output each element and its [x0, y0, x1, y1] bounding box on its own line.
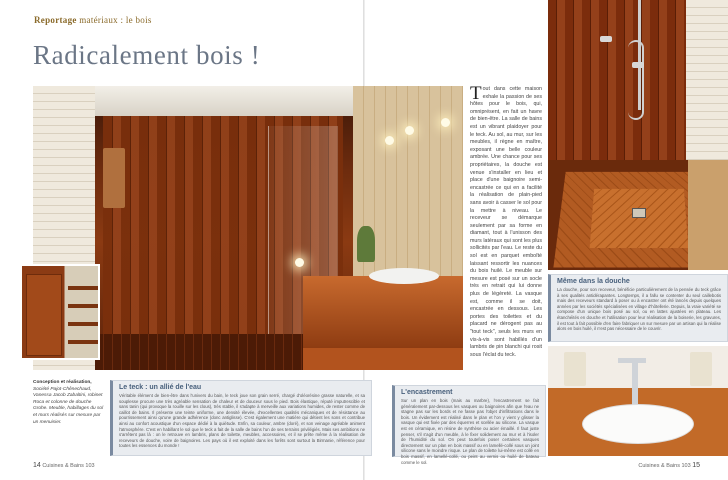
photo-shelf [68, 286, 98, 290]
kicker-rest: matériaux : le bois [76, 15, 152, 25]
article-body [470, 83, 542, 366]
photo-counter [303, 348, 463, 370]
sink-photo [548, 346, 728, 456]
footer-left-text: Cuisines & Bains 103 [42, 463, 95, 469]
photo-cup [564, 352, 586, 386]
page-number-left: 14 [33, 462, 41, 469]
photo-shelf [68, 322, 98, 326]
shower-photo [548, 0, 728, 160]
article-text: out dans cette maison exhale la passion de ses hôtes pour le bois, qui, omniprésent, en fait un havre de bien-être. La salle de bains est un vibrant plaidoyer pour le teck. Au sol, au mur, sur les meubles, il règne en maître, exposant une belle couleur ambrée. Une chance pour ses propriétaires, la douche est venue s'installer en lieu et place d'une baignoire semi-encastrée ce qui en a facilité la réalisation de plain-pied sans avoir à casser le sol pour la mettre à niveau. Le receveur se démarque seulement par sa forme en diamant, tout à l'unisson des murs latéraux qui sont les plus sollicités par l'eau. Le reste du sol est en parquet emboîté laissant ressortir les nuances du bois huilé. Le meuble sur mesure est posé sur un socle très en retrait qui lui donne plus de légèreté. La vasque est, comme il se doit, encastrée en dessous. Les portes des toilettes et du placard ne dérogent pas au "tout teck", seuls les murs en vis-à-vis sont habillés d'un lambris de pin blanchi qui rosit sous l'éclat du teck. [470, 86, 542, 358]
photo-cup [690, 352, 712, 386]
photo-ceiling [95, 86, 355, 116]
footer-left [33, 462, 95, 469]
footer-right [638, 462, 700, 469]
sidebar-shower-text: La douche, pour son receveur, bénéficie particulièrement de la pensée du teck grâce à ses qualités antidérapantes. Longtemps, il a fallu se contenter du seul caillebotis mais des receveurs standard à poser ou à encastrer ont été lancés depuis quelques années par les sociétés spécialisées en village d'hôtellerie. Depuis, la vraie variété se compose d'un unique bois posé au sol, ou en lattes ajustées en plateau. Les étanchéités en douche et l'utilisation pour leur réalisation de la boiserie, les gravures, il est tout à fait possible d'en faire fabriquer un sur mesure par un artisan qui la réalise alors en bois huilé, il n'est pas nécessaire de le couvrir. [557, 287, 721, 332]
page-title: Radicalement bois ! [33, 40, 261, 70]
photo-vanity [303, 276, 463, 348]
photo-credits [33, 380, 107, 426]
shower-floor-photo [548, 160, 728, 270]
sidebar-teak-text: Véritable élément de bien-être dans l'univers du bain, le teck joue son grain serré, chargé d'oléorésine grasse naturelle, et sa souplesse procure une très agréable sensation de chaleur et de douceur sous le pied. Bois élastique, réputé imputrescible et sans tanin (qui provoque la rouille sur les clous), très stable, il s'adapte à merveille aux variations humides, de rester comme de caillot de bains. Il présente une teinte uniforme, une densité élevée, d'excellentes qualités mécaniques et de résistance au pourrissement ainsi qu'une grande adhérence (donc antiglisse). C'est également une matière qui détient les sons et contribue ainsi au confort acoustique d'un espace dédié à la quiétude. Enfin, sa couleur, ambre (doré), et son veinage agréable animent l'atmosphère. C'est en habillant le sol que le teck a fait de la salle de bains l'un de ses terrains privilégiés. Mais ses ambitions ne s'arrêtent pas là : on le retrouve en lambris, plans de toilette, meubles, accessoires, et il se prête même à la réalisation de receveurs de douche, voire de baignoires. Les pays où il est exploité dans les forêts sont surtout la Birmanie, référence pour toutes les essences du monde ! [119, 393, 365, 449]
sidebar-recess-text: Sur un plan en bois (mais au marbre), l'encastrement se fait généralement par-dessous les vasques ou baignoires afin que l'eau ne stagne pas sur les bords et ne fasse pas l'objet d'infiltrations dans le bois. Un évidement est réalisé dans le plan et l'on y vient y glisser la vasque qui est fixée par des équerres et scellée au silicone. La vasque est en céramique, en résine de synthèse ou acier émaillé. Il faut juste penser, s'il s'agit d'un meuble, à le fixer solidement au mur et à l'isoler de l'humidité du sol. On peut toutefois poser certaines vasques directement sur un plan en bois massif ou en lamellé-collé sous un joint silicone sans le moindre risque. Le plan de toilette lui-même est collé en bois massif, en lamellé-collé, ou peint au vernis ou huilé de bateau comme le sol. [401, 398, 539, 465]
photo-valve [632, 62, 644, 68]
photo-lamp [405, 126, 414, 135]
sidebar-teak-box [110, 380, 372, 456]
photo-towel [103, 148, 125, 208]
photo-cabinet-door [26, 274, 62, 356]
photo-shower-wall [686, 0, 728, 160]
photo-shelf [68, 340, 98, 344]
page-number-right: 15 [692, 462, 700, 469]
photo-lamp [295, 258, 304, 267]
photo-valve [600, 36, 612, 42]
photo-plant [357, 226, 375, 262]
footer-right-text: Cuisines & Bains 103 [638, 463, 691, 469]
photo-shelf [68, 304, 98, 308]
cabinet-inset-photo [20, 264, 100, 360]
photo-shower-tray-inner [590, 189, 689, 248]
photo-floor-side [688, 160, 728, 270]
photo-floor [95, 334, 303, 370]
sidebar-recess-title: L'encastrement [401, 389, 453, 396]
photo-shower-hose [628, 40, 644, 120]
kicker-bold: Reportage [34, 15, 77, 25]
section-kicker [34, 15, 152, 25]
photo-lamp [441, 118, 450, 127]
sidebar-teak-title: Le teck : un allié de l'eau [119, 384, 202, 391]
credits-text: Société Pajot-Chênechaud, Vanessa Jacob Zabaltini, robinet Roca et colonne de douche Grohe. Meuble, habillages du sol et murs réalisés sur mesure par un menuisier. [33, 386, 104, 425]
sidebar-shower-box [548, 274, 728, 342]
credits-label: Conception et réalisation, [33, 380, 92, 385]
sidebar-shower-title: Même dans la douche [557, 278, 630, 285]
sidebar-recess-box [392, 385, 546, 465]
drop-cap: T [470, 83, 482, 104]
photo-basin [582, 404, 694, 444]
photo-drain [632, 208, 646, 218]
photo-sink [369, 268, 439, 284]
photo-lamp [385, 136, 394, 145]
